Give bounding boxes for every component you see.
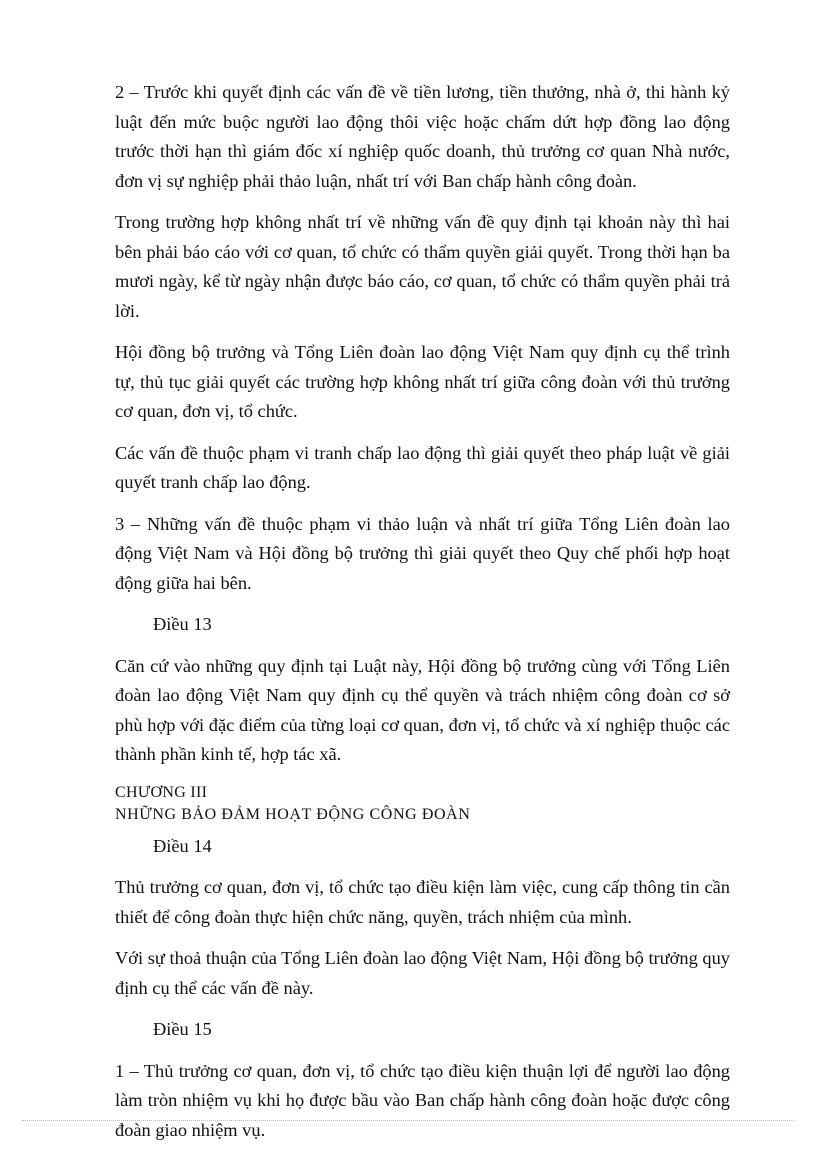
article-15-heading: Điều 15 <box>153 1019 212 1039</box>
footer-divider <box>22 1120 794 1121</box>
paragraph-article-14: Thủ trưởng cơ quan, đơn vị, tổ chức tạo điều kiện làm việc, cung cấp thông tin cần thiết để công đoàn thực hiện chức năng, quyền, trách nhiệm của mình. <box>115 877 730 927</box>
article-13-heading: Điều 13 <box>153 614 212 634</box>
paragraph-clause-3: 3 – Những vấn đề thuộc phạm vi thảo luận và nhất trí giữa Tổng Liên đoàn lao động Việt Nam và Hội đồng bộ trưởng thì giải quyết theo Quy chế phối hợp hoạt động giữa hai bên. <box>115 513 730 593</box>
paragraph-article-13: Căn cứ vào những quy định tại Luật này, Hội đồng bộ trưởng cùng với Tổng Liên đoàn lao động Việt Nam quy định cụ thể quyền và trách nhiệm công đoàn cơ sở phù hợp với đặc điểm của từng loại cơ quan, đơn vị, tổ chức và xí nghiệp thuộc các thành phần kinh tế, hợp tác xã. <box>115 655 730 764</box>
paragraph-labor-dispute: Các vấn đề thuộc phạm vi tranh chấp lao động thì giải quyết theo pháp luật về giải quyết tranh chấp lao động. <box>115 442 730 492</box>
chapter-title: NHỮNG BẢO ĐẢM HOẠT ĐỘNG CÔNG ĐOÀN <box>115 805 471 823</box>
paragraph-article-14-agreement: Với sự thoả thuận của Tổng Liên đoàn lao động Việt Nam, Hội đồng bộ trưởng quy định cụ thể các vấn đề này. <box>115 948 730 998</box>
paragraph-clause-2: 2 – Trước khi quyết định các vấn đề về tiền lương, tiền thưởng, nhà ở, thi hành kỷ luật đến mức buộc người lao động thôi việc hoặc chấm dứt hợp đồng lao động trước thời hạn thì giám đốc xí nghiệp quốc doanh, thủ trưởng cơ quan Nhà nước, đơn vị sự nghiệp phải thảo luận, nhất trí với Ban chấp hành công đoàn. <box>115 82 730 191</box>
document-page <box>115 78 730 1157</box>
paragraph-article-15-clause-1: 1 – Thủ trưởng cơ quan, đơn vị, tổ chức tạo điều kiện thuận lợi để người lao động làm tròn nhiệm vụ khi họ được bầu vào Ban chấp hành công đoàn hoặc được công đoàn giao nhiệm vụ. <box>115 1060 730 1140</box>
paragraph-council-procedure: Hội đồng bộ trưởng và Tổng Liên đoàn lao động Việt Nam quy định cụ thể trình tự, thủ tục giải quyết các trường hợp không nhất trí giữa công đoàn với thủ trưởng cơ quan, đơn vị, tổ chức. <box>115 342 730 421</box>
article-14-heading: Điều 14 <box>153 835 212 856</box>
paragraph-disagreement: Trong trường hợp không nhất trí về những vấn đề quy định tại khoản này thì hai bên phải báo cáo với cơ quan, tổ chức có thẩm quyền giải quyết. Trong thời hạn ba mươi ngày, kể từ ngày nhận được báo cáo, cơ quan, tổ chức có thẩm quyền phải trả lời. <box>115 212 730 321</box>
chapter-label: CHƯƠNG III <box>115 783 208 801</box>
